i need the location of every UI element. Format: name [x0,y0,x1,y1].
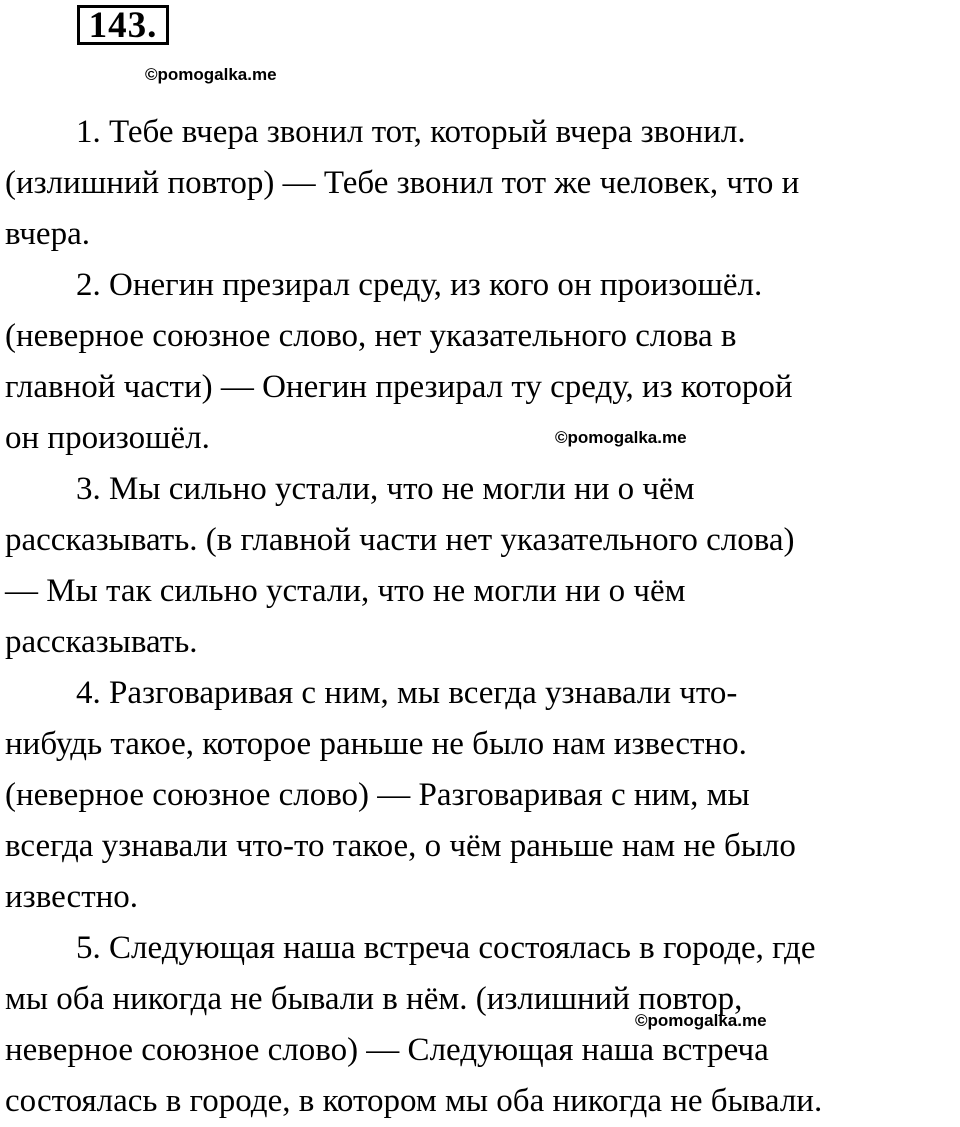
item-3-line-2: рассказывать. (в главной части нет указательного слова) [5,522,795,558]
item-4-line-5: известно. [5,879,139,915]
item-1-line-1: 1. Тебе вчера звонил тот, который вчера звонил. [76,114,746,150]
exercise-number: 143. [77,5,169,45]
item-2-line-1: 2. Онегин презирал среду, из кого он произошёл. [76,267,763,303]
item-5-line-2: мы оба никогда не бывали в нём. (излишний повтор, [5,981,743,1017]
item-3-line-3: — Мы так сильно устали, что не могли ни о чём [5,573,686,609]
item-2-line-2: (неверное союзное слово, нет указательного слова в [5,318,737,354]
item-4-line-2: нибудь такое, которое раньше не было нам известно. [5,726,747,762]
item-5-line-1: 5. Следующая наша встреча состоялась в городе, где [76,930,816,966]
item-4-line-3: (неверное союзное слово) — Разговаривая с ним, мы [5,777,750,813]
item-2-line-4: он произошёл. [5,420,210,456]
watermark-top: ©pomogalka.me [145,65,277,84]
item-4-line-1: 4. Разговаривая с ним, мы всегда узнавали что- [76,675,738,711]
item-5-line-4: состоялась в городе, в котором мы оба никогда не бывали. [5,1083,823,1119]
item-3-line-4: рассказывать. [5,624,198,660]
exercise-text [5,107,960,1127]
item-5-line-3: неверное союзное слово) — Следующая наша встреча [5,1032,769,1068]
item-1-line-3: вчера. [5,216,90,252]
item-2-line-3: главной части) — Онегин презирал ту среду, из которой [5,369,793,405]
watermark-bottom: ©pomogalka.me [635,1011,767,1030]
item-3-line-1: 3. Мы сильно устали, что не могли ни о чём [76,471,695,507]
item-4-line-4: всегда узнавали что-то такое, о чём раньше нам не было [5,828,796,864]
watermark-middle: ©pomogalka.me [555,428,687,447]
item-1-line-2: (излишний повтор) — Тебе звонил тот же человек, что и [5,165,800,201]
